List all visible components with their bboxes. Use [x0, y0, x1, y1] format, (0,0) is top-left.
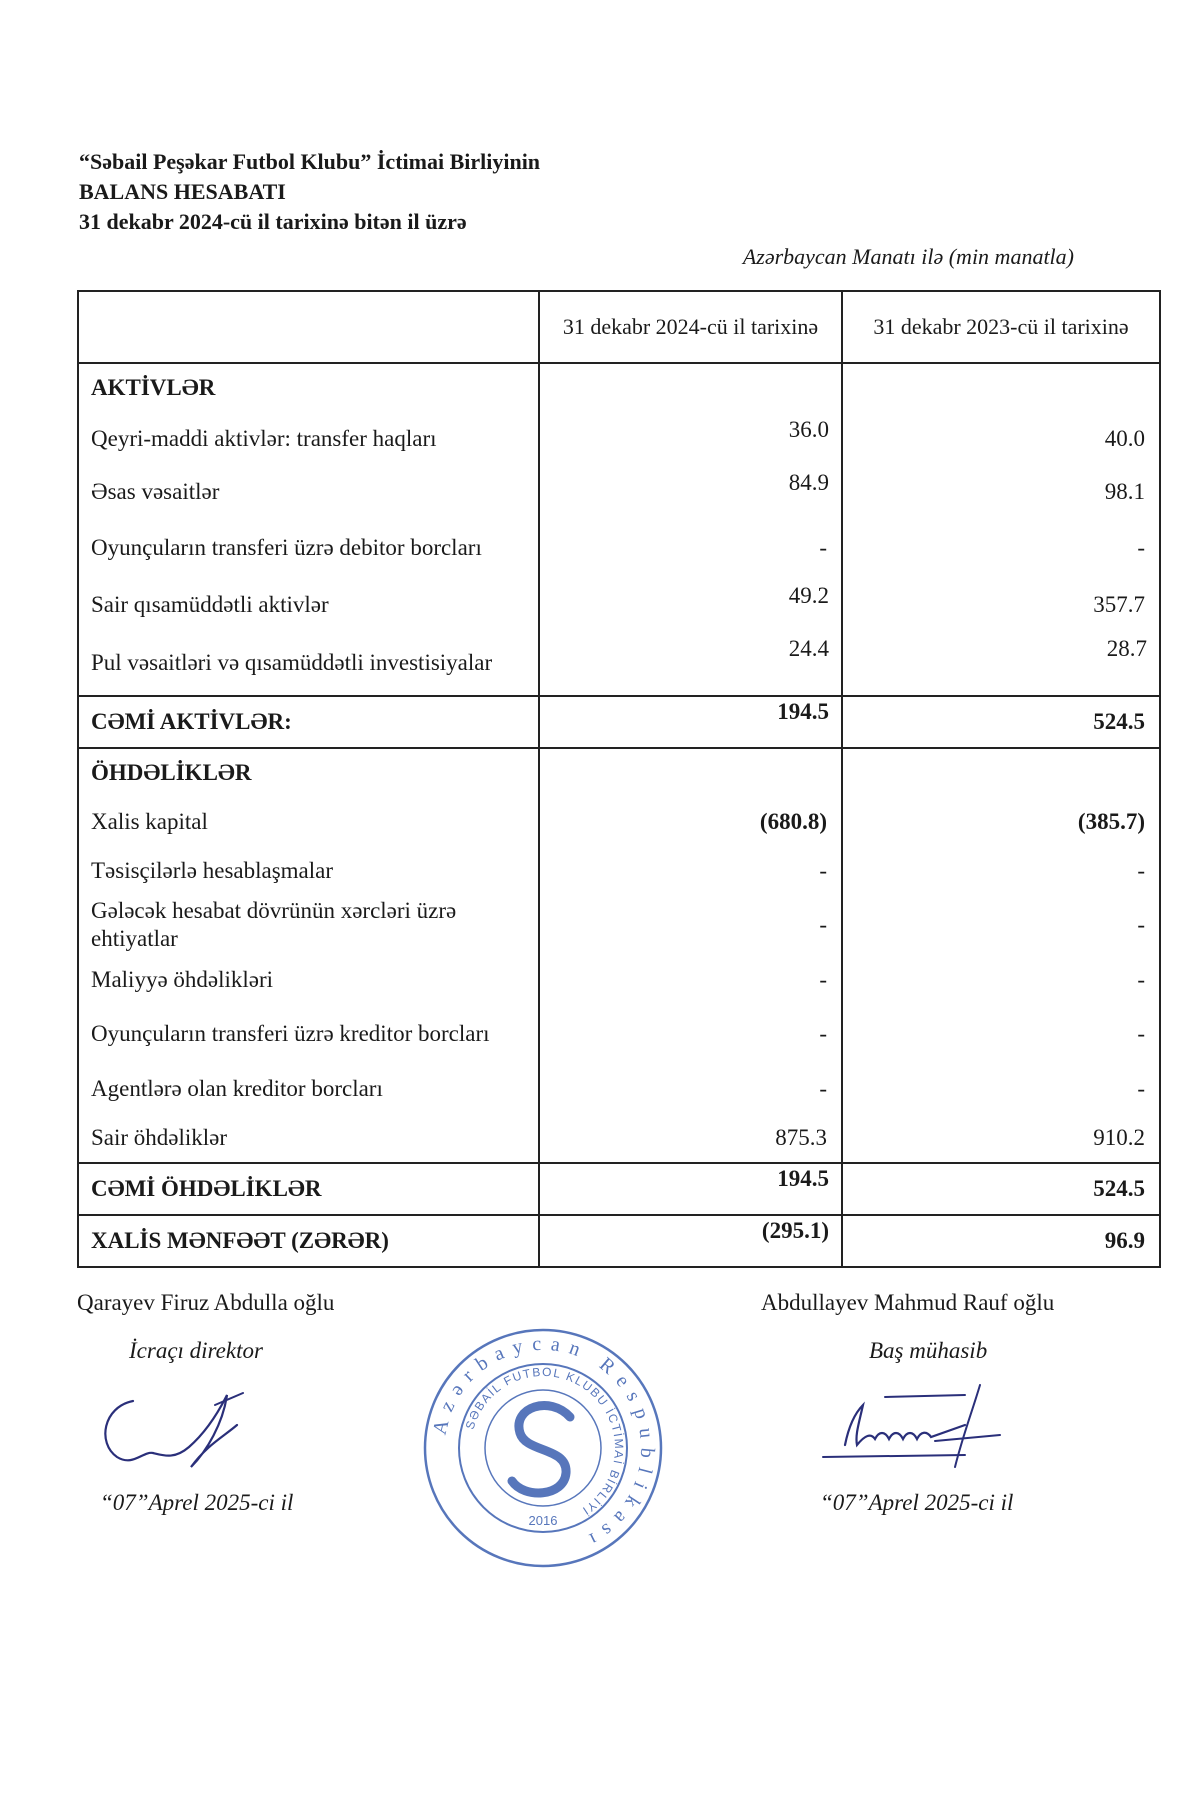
value-2024: (680.8) — [539, 797, 842, 846]
row-label: Agentlərə olan kreditor borcları — [78, 1064, 539, 1113]
table-row — [78, 797, 1160, 846]
value-2023: 910.2 — [842, 1113, 1160, 1163]
value-2023: - — [842, 895, 1160, 955]
accountant-date: “07”Aprel 2025-ci il — [820, 1490, 1014, 1515]
liabilities-section-row — [78, 748, 1160, 797]
value-2024: (295.1) — [539, 1215, 842, 1267]
value-2024: 194.5 — [539, 1163, 842, 1215]
liabilities-total-row — [78, 1163, 1160, 1215]
table-row — [78, 578, 1160, 631]
assets-total-row — [78, 696, 1160, 748]
value-2023: - — [842, 846, 1160, 895]
value-2023: 28.7 — [842, 631, 1160, 696]
value-2023: - — [842, 518, 1160, 578]
table-row — [78, 1064, 1160, 1113]
value-2023: - — [842, 955, 1160, 1004]
official-stamp — [420, 1325, 666, 1571]
table-row — [78, 846, 1160, 895]
table-row — [78, 465, 1160, 518]
value-2024: - — [539, 955, 842, 1004]
value-2024: 49.2 — [539, 578, 842, 631]
row-label: Maliyyə öhdəlikləri — [78, 955, 539, 1004]
organization-title: “Səbail Peşəkar Futbol Klubu” İctimai Birliyinin — [79, 149, 541, 174]
table-row — [78, 1004, 1160, 1064]
report-title: BALANS HESABATI — [79, 179, 286, 204]
director-signature-block — [77, 1290, 334, 1364]
assets-section-row — [78, 363, 1160, 412]
value-2024: - — [539, 518, 842, 578]
currency-unit-note: Azərbaycan Manatı ilə (min manatla) — [742, 244, 1074, 269]
value-2024: 875.3 — [539, 1113, 842, 1163]
row-label: Sair qısamüddətli aktivlər — [78, 578, 539, 631]
stamp-year: 2016 — [528, 1513, 558, 1528]
row-label: Sair öhdəliklər — [78, 1113, 539, 1163]
svg-text:Azərbaycan Respublikası: Azərbaycan Respublikası — [428, 1332, 659, 1555]
accountant-title: Baş mühasib — [869, 1338, 988, 1363]
accountant-signature-block — [761, 1290, 1054, 1364]
value-2023: 98.1 — [842, 465, 1160, 518]
value-2024: - — [539, 1004, 842, 1064]
value-2023: 524.5 — [842, 696, 1160, 748]
row-label: CƏMİ ÖHDƏLİKLƏR — [78, 1163, 539, 1215]
liabilities-title: ÖHDƏLİKLƏR — [78, 748, 539, 797]
value-2023: (385.7) — [842, 797, 1160, 846]
value-2023: - — [842, 1064, 1160, 1113]
value-2024: - — [539, 1064, 842, 1113]
value-2024: 24.4 — [539, 631, 842, 696]
row-label: XALİS MƏNFƏƏT (ZƏRƏR) — [78, 1215, 539, 1267]
table-row — [78, 895, 1160, 955]
assets-title: AKTİVLƏR — [78, 363, 539, 412]
row-label: Xalis kapital — [78, 797, 539, 846]
value-2024: - — [539, 895, 842, 955]
balance-sheet-table — [77, 290, 1161, 1268]
row-label: Pul vəsaitləri və qısamüddətli investisiyalar — [78, 631, 539, 696]
value-2023: 357.7 — [842, 578, 1160, 631]
row-label: Qeyri-maddi aktivlər: transfer haqları — [78, 412, 539, 465]
director-name: Qarayev Firuz Abdulla oğlu — [77, 1290, 335, 1315]
row-label: Gələcək hesabat dövrünün xərcləri üzrə ehtiyatlar — [78, 895, 539, 955]
net-profit-row — [78, 1215, 1160, 1267]
table-row — [78, 412, 1160, 465]
table-header-row — [78, 291, 1160, 363]
document-header — [79, 147, 540, 237]
value-2023: 96.9 — [842, 1215, 1160, 1267]
table-row — [78, 955, 1160, 1004]
value-2024: 194.5 — [539, 696, 842, 748]
header-label-cell — [78, 291, 539, 363]
row-label: CƏMİ AKTİVLƏR: — [78, 696, 539, 748]
value-2023: - — [842, 1004, 1160, 1064]
row-label: Oyunçuların transferi üzrə debitor borcları — [78, 518, 539, 578]
value-2024: 84.9 — [539, 465, 842, 518]
row-label: Əsas vəsaitlər — [78, 465, 539, 518]
director-title: İcraçı direktor — [129, 1338, 263, 1363]
accountant-signature — [815, 1375, 1015, 1475]
table-row — [78, 631, 1160, 696]
report-period: 31 dekabr 2024-cü il tarixinə bitən il üzrə — [79, 209, 467, 234]
header-2023: 31 dekabr 2023-cü il tarixinə — [842, 291, 1160, 363]
director-signature — [95, 1385, 265, 1480]
table-row — [78, 518, 1160, 578]
accountant-name: Abdullayev Mahmud Rauf oğlu — [761, 1290, 1055, 1315]
director-date: “07”Aprel 2025-ci il — [100, 1490, 294, 1515]
value-2023: 40.0 — [842, 412, 1160, 465]
value-2024: 36.0 — [539, 412, 842, 465]
svg-text:SƏBAİL FUTBOL KLUBU İCTİMAİ Bİ: SƏBAİL FUTBOL KLUBU İCTİMAİ BİRLİYİ — [462, 1364, 627, 1519]
value-2024: - — [539, 846, 842, 895]
value-2023: 524.5 — [842, 1163, 1160, 1215]
row-label: Təsisçilərlə hesablaşmalar — [78, 846, 539, 895]
table-row — [78, 1113, 1160, 1163]
header-2024: 31 dekabr 2024-cü il tarixinə — [539, 291, 842, 363]
row-label: Oyunçuların transferi üzrə kreditor borcları — [78, 1004, 539, 1064]
